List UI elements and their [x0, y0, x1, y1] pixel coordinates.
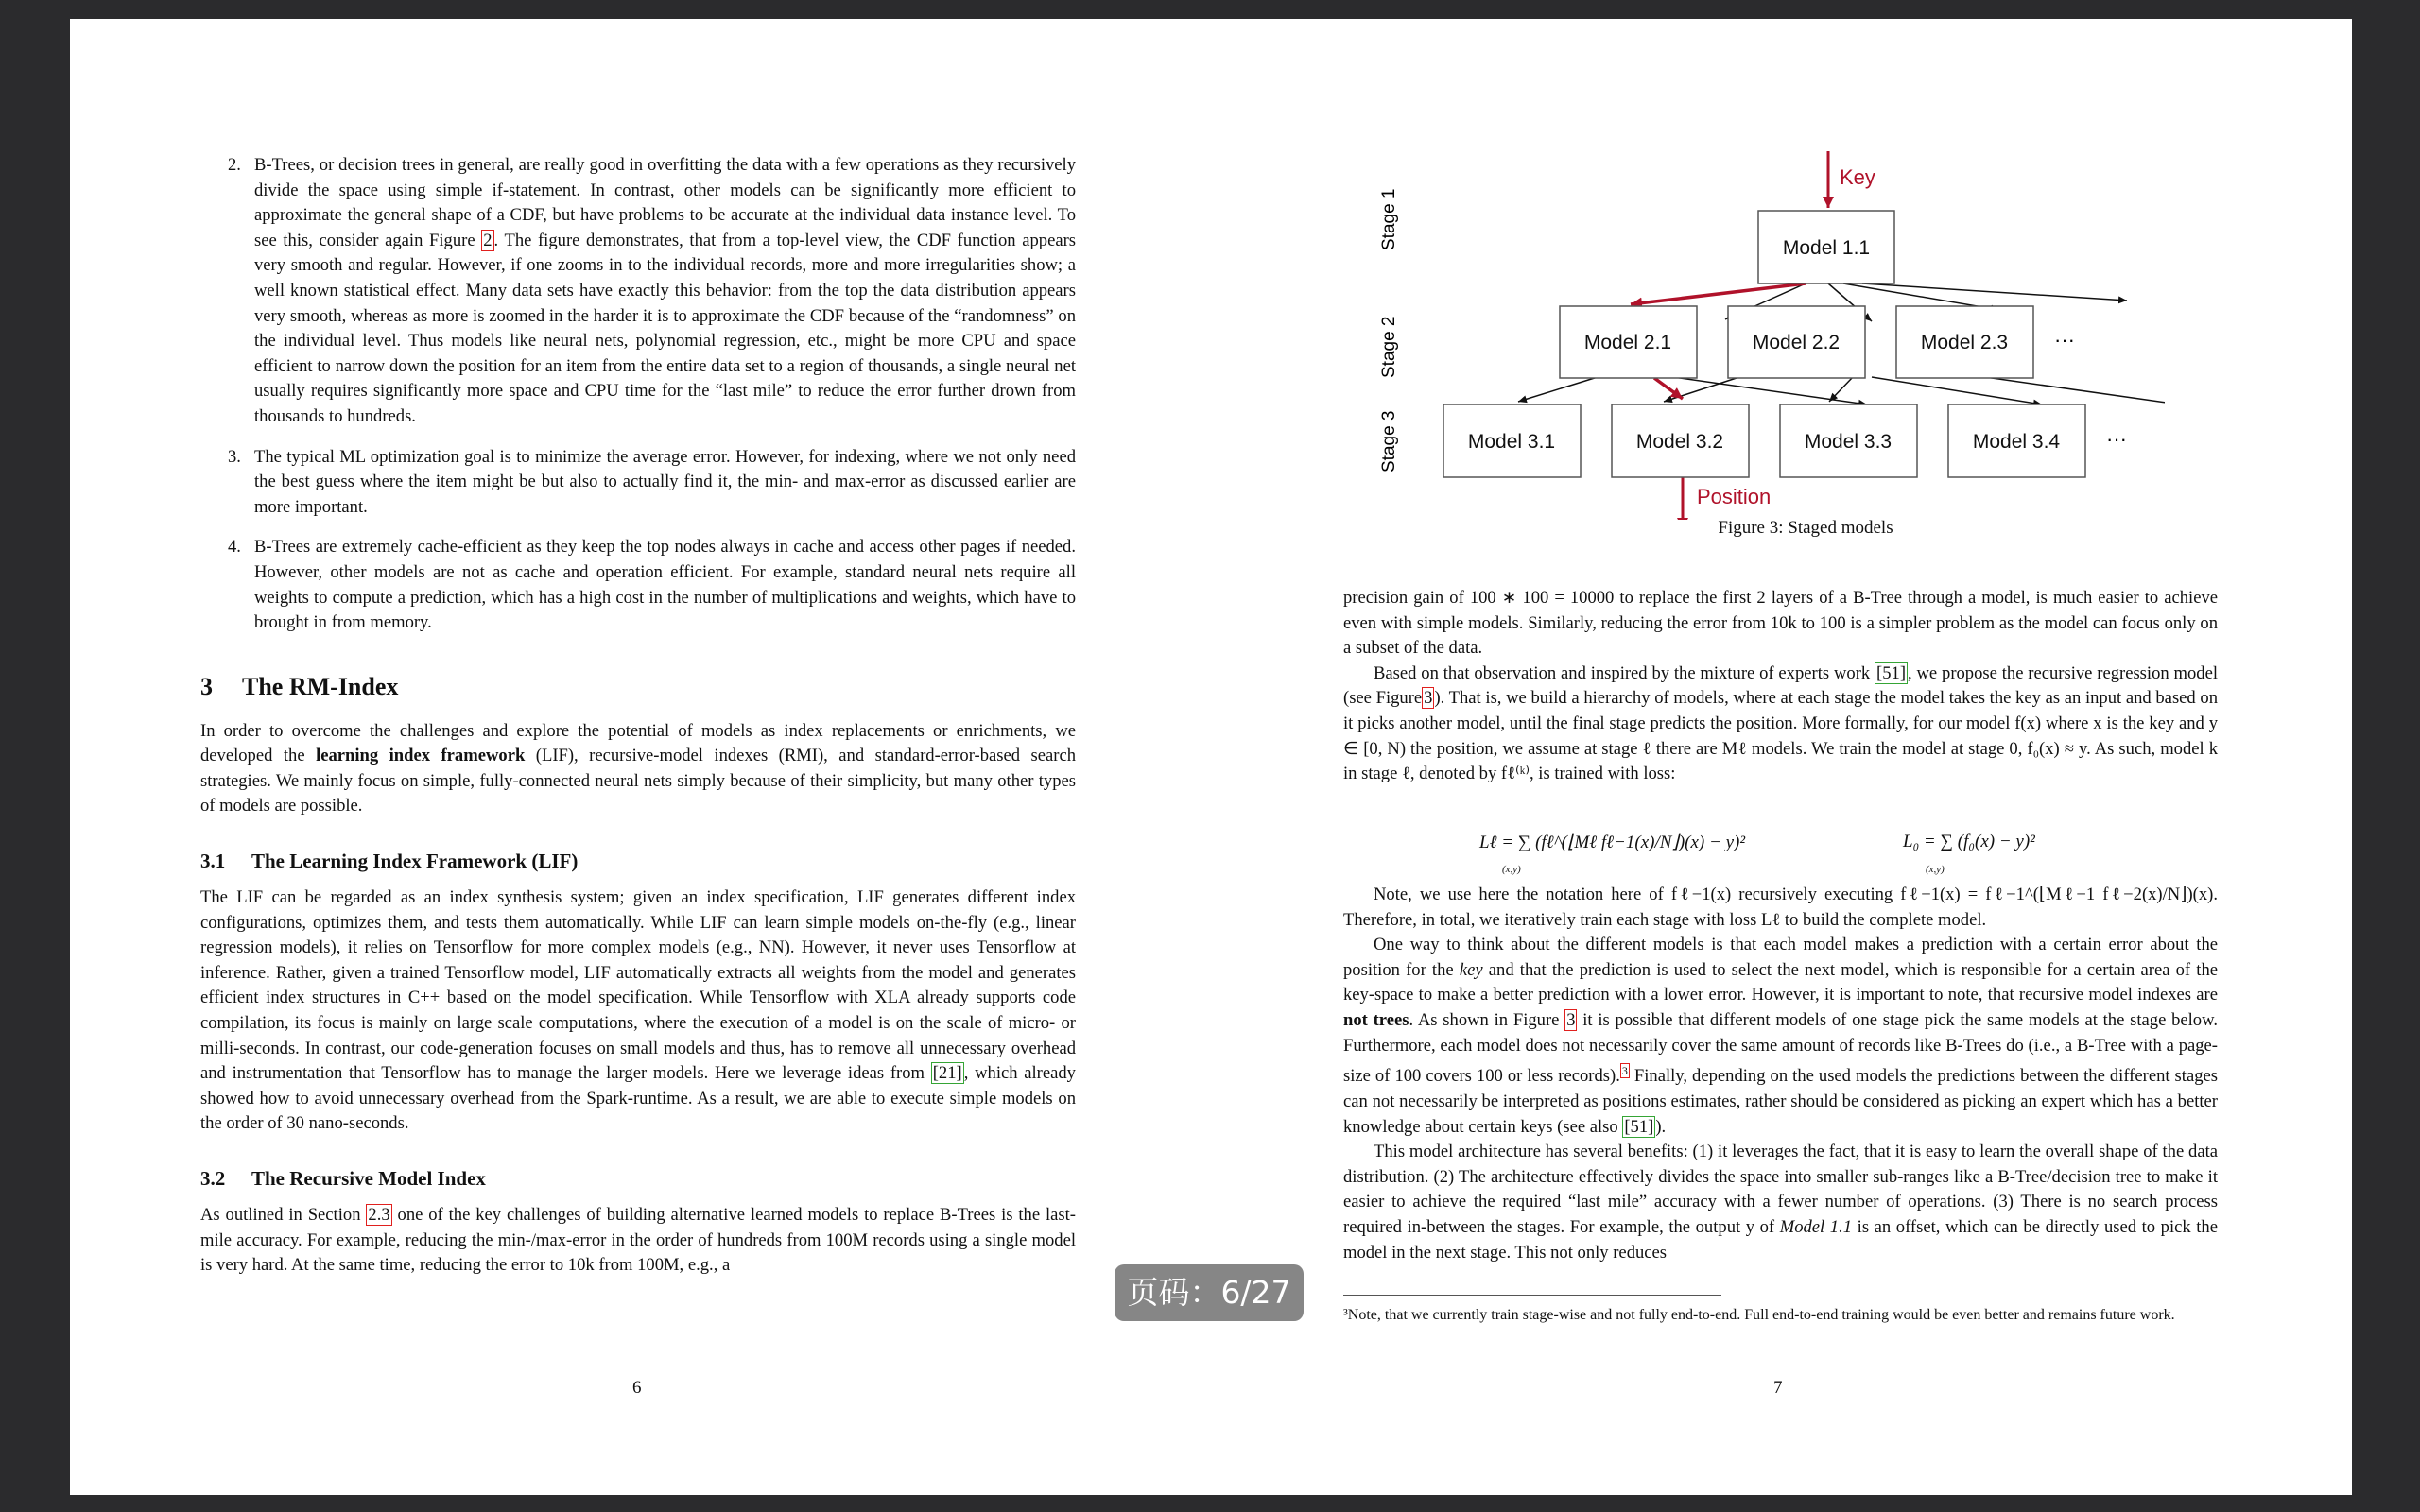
model-box-label: Model 3.4: [1972, 431, 2061, 453]
figure-ref-link[interactable]: 2: [483, 230, 493, 250]
model-box-label: Model 1.1: [1782, 237, 1871, 259]
position-label: Position: [1697, 485, 1772, 508]
figure-ref-link[interactable]: 3: [1424, 688, 1433, 709]
paragraph: Note, we use here the notation here of fℓ−1(x) recursively executing fℓ−1(x) = fℓ−1^(⌊Mℓ−1 fℓ−2(x)/N⌋)(x). Therefore, in total, we iteratively train each stage with loss Lℓ to build the complete model.: [1343, 885, 2218, 930]
stage-label: Stage 2: [1379, 316, 1399, 378]
list-item: 4. B-Trees are extremely cache-efficient as they keep the top nodes always in cache and access other pages if needed. However, other models are not as cache and operation efficient. For example, standard neural nets require all weights to compute a prediction, which has a high cost in the number of multiplications and weights, which have to brought in from memory.: [228, 537, 1076, 633]
subsection-heading: 3.1 The Learning Index Framework (LIF): [200, 850, 579, 873]
right-column-top: [1343, 586, 2218, 787]
footnote-divider: [1343, 1295, 1721, 1296]
paragraph: precision gain of 100 ∗ 100 = 10000 to replace the first 2 layers of a B-Tree through a model, is much easier to achieve even with simple models. Similarly, reducing the error from 10k to 100 is a simpler problem as the model can focus only on a subset of the data.: [1343, 588, 2218, 659]
paragraph: The LIF can be regarded as an index synthesis system; given an index specification, LIF generates different index configurations, optimizes them, and tests them automatically. While LIF can learn simple models on-the-fly (e.g., linear regression models), it relies on Tensorflow for more complex models (e.g., NN). However, it never uses Tensorflow at inference. Rather, given a trained Tensorflow model, LIF automatically extracts all weights from the model and generates efficient index structures in C++ based on the model specification. While Tensorflow with XLA already supports code compilation, its focus is mainly on large scale computations, where the execution of a model is on the scale of micro- or milli-seconds. In contrast, our code-generation focuses on small models and thus, has to remove all unnecessary overhead and instrumentation that Tensorflow has to manage the larger models. Here we leverage ideas from [21] , which already showed how to avoid unnecessary overhead from the Spark-runtime. As a result, we are able to execute simple models on the order of 30 nano-seconds.: [200, 887, 1076, 1134]
model-box-label: Model 3.3: [1804, 431, 1893, 453]
ellipsis-stage3: ···: [2106, 427, 2127, 451]
model-box-label: Model 3.1: [1467, 431, 1556, 453]
citation-link[interactable]: [51]: [1624, 1116, 1654, 1137]
section-ref-link[interactable]: 2.3: [368, 1205, 390, 1225]
model-box-label: Model 2.1: [1583, 332, 1672, 353]
list-number: 3.: [228, 446, 241, 467]
figure-caption: Figure 3: Staged models: [1718, 518, 1893, 538]
paragraph: In order to overcome the challenges and explore the potential of models as index replacements or enrichments, we developed the learning index framework (LIF), recursive-model indexes (RMI), and standard-error-based search strategies. We mainly focus on simple, fully-connected neural nets simply because of their simplicity, but many other types of models are possible.: [200, 720, 1076, 816]
staged-models-figure: [1361, 142, 2165, 520]
paragraph: This model architecture has several benefits: (1) it leverages the fact, that it is easy to learn the overall shape of the data distribution. (2) The architecture effectively divides the space into smaller sub-ranges like a B-Tree/decision tree to make it easier to achieve the required “last mile” accuracy with a fewer number of operations. (3) There is no search process required in-between the stages. For example, the output y of Model 1.1 is an offset, which can be directly used to pick the model in the next stage. This not only reduces: [1343, 1142, 2218, 1263]
left-column: [202, 153, 1076, 1279]
list-item: 3. The typical ML optimization goal is to minimize the average error. However, for indexing, where we not only need the best guess where the item might be but also to actually find it, the min- and max-error as discussed earlier are more important.: [228, 446, 1076, 517]
list-number: 4.: [228, 537, 241, 558]
model-box-label: Model 2.3: [1920, 332, 2009, 353]
page-indicator: 页码：6/27: [1115, 1264, 1304, 1321]
footnote: ³Note, that we currently train stage-wise and not fully end-to-end. Full end-to-end training would be even better and remains future work.: [1343, 1307, 2175, 1323]
paragraph: As outlined in Section 2.3 one of the key challenges of building alternative learned models to replace B-Trees is the last-mile accuracy. For example, reducing the min-/max-error in the order of hundreds from 100M records using a single model is very hard. At the same time, reducing the error to 10k from 100M, e.g., a: [200, 1205, 1076, 1276]
list-number: 2.: [228, 155, 241, 175]
paragraph: Based on that observation and inspired by the mixture of experts work [51] , we propose the recursive regression model (see Figure 3 ). That is, we build a hierarchy of models, where at each stage the model takes the key as an input and based on it picks another model, until the final stage predicts the position. More formally, for our model f(x) where x is the key and y ∈ [0, N) the position, we assume at stage ℓ there are Mℓ models. We train the model at stage 0, f₀(x) ≈ y. As such, model k in stage ℓ, denoted by fℓ⁽ᵏ⁾, is trained with loss:: [1343, 662, 2218, 784]
citation-link[interactable]: [51]: [1876, 662, 1907, 683]
right-column-bottom: [1343, 883, 2218, 1265]
stage-label: Stage 1: [1379, 188, 1399, 250]
equation-loss-l: Lℓ = ∑ (fℓ^(⌊Mℓ fℓ−1(x)/N⌋)(x) − y)² (x,y): [1479, 833, 1746, 875]
citation-link[interactable]: [21]: [932, 1063, 962, 1084]
list-item: 2. B-Trees, or decision trees in general, are really good in overfitting the data with a few operations as they recursively divide the space using simple if-statement. In contrast, other models can be significantly more efficient to approximate the general shape of a CDF, but have problems to be accurate at the individual data instance level. To see this, consider again Figure 2 . The figure demonstrates, that from a top-level view, the CDF function appears very smooth and regular. However, if one zooms in to the individual records, more and more irregularities show; a well known statistical effect. Many data sets have exactly this behavior: from the top the data distribution appears very smooth, whereas as more is zoomed in the harder it is to approximate the CDF because of the “randomness” on the individual level. Thus models like neural nets, polynomial regression, etc., might be more CPU and space efficient to narrow down the position for an item from the entire data set to a region of thousands, a single neural net usually requires significantly more space and CPU time for the “last mile” to reduce the error further drown from thousands to hundreds.: [228, 155, 1077, 426]
page-number-right: 7: [1773, 1378, 1783, 1398]
page-number-left: 6: [632, 1378, 642, 1398]
model-box-label: Model 2.2: [1752, 332, 1841, 353]
subsection-heading: 3.2 The Recursive Model Index: [200, 1167, 486, 1190]
figure-ref-link[interactable]: 3: [1566, 1009, 1576, 1030]
stage-label: Stage 3: [1379, 410, 1399, 472]
footnote-ref-link[interactable]: 3: [1621, 1064, 1628, 1078]
ellipsis-stage2: ···: [2054, 328, 2075, 352]
paragraph: One way to think about the different models is that each model makes a prediction with a certain error about the position for the key and that the prediction is used to select the next model, which is responsible for a certain area of the key-space to make a better prediction with a lower error. However, it is important to note, that recursive model indexes are not trees. As shown in Figure 3 it is possible that different models of one stage pick the same models at the stage below. Furthermore, each model does not necessarily cover the same amount of records like B-Trees do (i.e., a B-Tree with a page-size of 100 covers 100 or less records). $^3$ Finally, depending on the used models the predictions between the different stages can not necessarily be interpreted as positions estimates, rather should be considered as picking an expert which has a better knowledge about certain keys (see also [51] ).: [1343, 935, 2219, 1137]
model-box-label: Model 3.2: [1635, 431, 1724, 453]
equation-loss-0: L₀ = ∑ (f₀(x) − y)² (x,y): [1903, 832, 2035, 875]
viewer-top-bar: [0, 0, 2420, 19]
key-label: Key: [1840, 165, 1876, 189]
section-heading: 3 The RM-Index: [200, 672, 399, 700]
